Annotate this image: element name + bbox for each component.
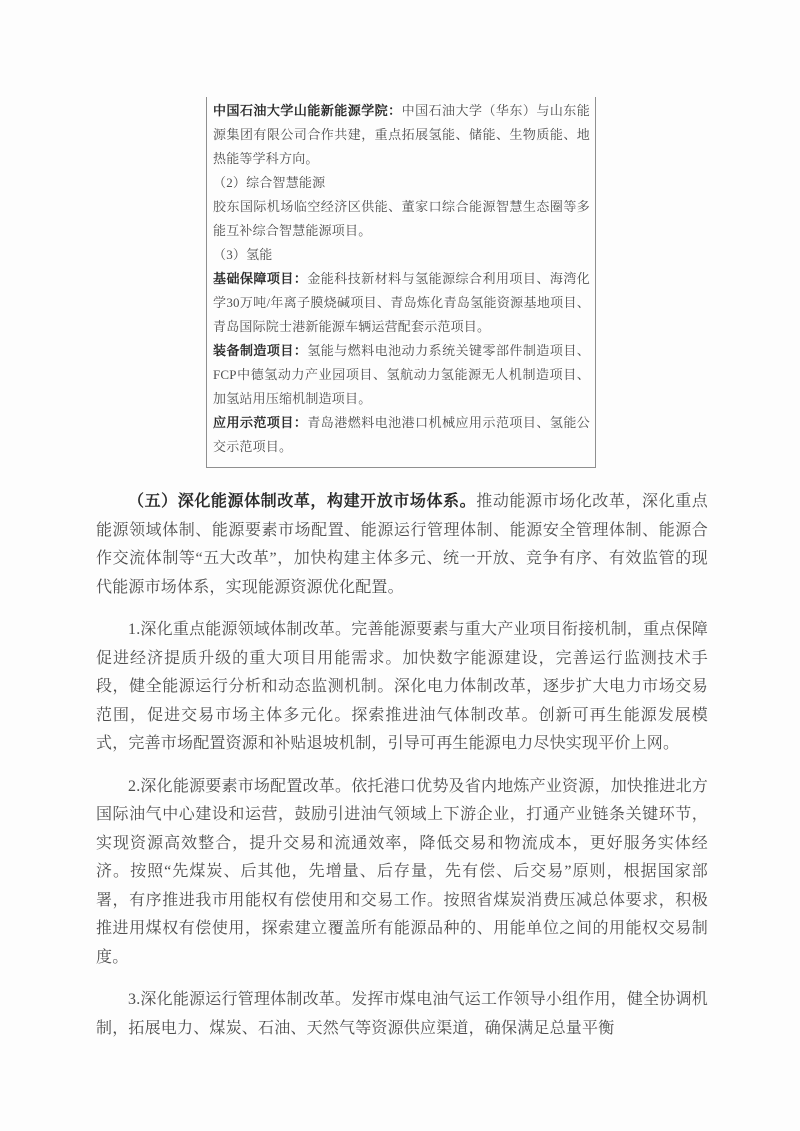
table-paragraph-text: 中国石油大学（华东）与山东能源集团有限公司合作共建，重点拓展氢能、储能、生物质能、地热能等学科方向。 xyxy=(213,103,590,166)
table-paragraph-text: 氢能与燃料电池动力系统关键零部件制造项目、FCP中德氢动力产业园项目、氢航动力氢能源无人机制造项目、加氢站用压缩机制造项目。 xyxy=(213,343,591,406)
project-table-box xyxy=(206,97,596,468)
table-paragraph xyxy=(213,99,590,171)
body-paragraph-2: 2.深化能源要素市场配置改革。依托港口优势及省内地炼产业资源，加快推进北方国际油气中心建设和运营，鼓励引进油气领域上下游企业，打通产业链条关键环节，实现资源高效整合，提升交易和流通效率，降低交易和物流成本，更好服务实体经济。按照“先煤炭、后其他，先增量、后存量，先有偿、后交易”原则，根据国家部署，有序推进我市用能权有偿使用和交易工作。按照省煤炭消费压减总体要求，积极推进用煤权有偿使用，探索建立覆盖所有能源品种的、用能单位之间的用能权交易制度。 xyxy=(96,777,708,966)
table-paragraph-text: 金能科技新材料与氢能源综合利用项目、海湾化学30万吨/年离子膜烧碱项目、青岛炼化青岛氢能资源基地项目、青岛国际院士港新能源车辆运营配套示范项目。 xyxy=(213,271,591,334)
table-paragraph xyxy=(213,411,590,459)
document-body xyxy=(96,488,708,1057)
table-paragraph-lead: 应用示范项目： xyxy=(213,415,308,430)
body-paragraph-1: 1.深化重点能源领域体制改革。完善能源要素与重大产业项目衔接机制，重点保障促进经济提质升级的重大项目用能需求。加快数字能源建设，完善运行监测技术手段，健全能源运行分析和动态监测机制。深化电力体制改革，逐步扩大电力市场交易范围，促进交易市场主体多元化。探索推进油气体制改革。创新可再生能源发展模式，完善市场配置资源和补贴退坡机制，引导可再生能源电力尽快实现平价上网。 xyxy=(96,621,708,752)
section-heading-text: 推动能源市场化改革，深化重点能源领域体制、能源要素市场配置、能源运行管理体制、能源安全管理体制、能源合作交流体制等“五大改革”，加快构建主体多元、统一开放、竞争有序、有效监管的现代能源市场体系，实现能源资源优化配置。 xyxy=(96,493,708,596)
table-paragraph-text: 青岛港燃料电池港口机械应用示范项目、氢能公交示范项目。 xyxy=(213,415,591,454)
table-paragraph xyxy=(213,243,590,267)
section-heading-lead: （五）深化能源体制改革，构建开放市场体系。 xyxy=(128,493,477,510)
table-paragraph-lead: 基础保障项目： xyxy=(213,271,308,286)
table-paragraph-text: （2）综合智慧能源 xyxy=(213,175,326,190)
body-paragraph-3: 3.深化能源运行管理体制改革。发挥市煤电油气运工作领导小组作用，健全协调机制，拓展电力、煤炭、石油、天然气等资源供应渠道，确保满足总量平衡 xyxy=(96,991,708,1037)
section-heading xyxy=(96,488,708,602)
table-paragraph xyxy=(213,339,590,411)
table-paragraph-lead: 中国石油大学山能新能源学院： xyxy=(213,103,402,118)
table-paragraph-text: （3）氢能 xyxy=(213,247,273,262)
table-paragraph-text: 胶东国际机场临空经济区供能、董家口综合能源智慧生态圈等多能互补综合智慧能源项目。 xyxy=(213,199,590,238)
table-paragraph-lead: 装备制造项目： xyxy=(213,343,308,358)
table-paragraph xyxy=(213,195,590,243)
table-paragraph xyxy=(213,171,590,195)
table-paragraph xyxy=(213,267,590,339)
